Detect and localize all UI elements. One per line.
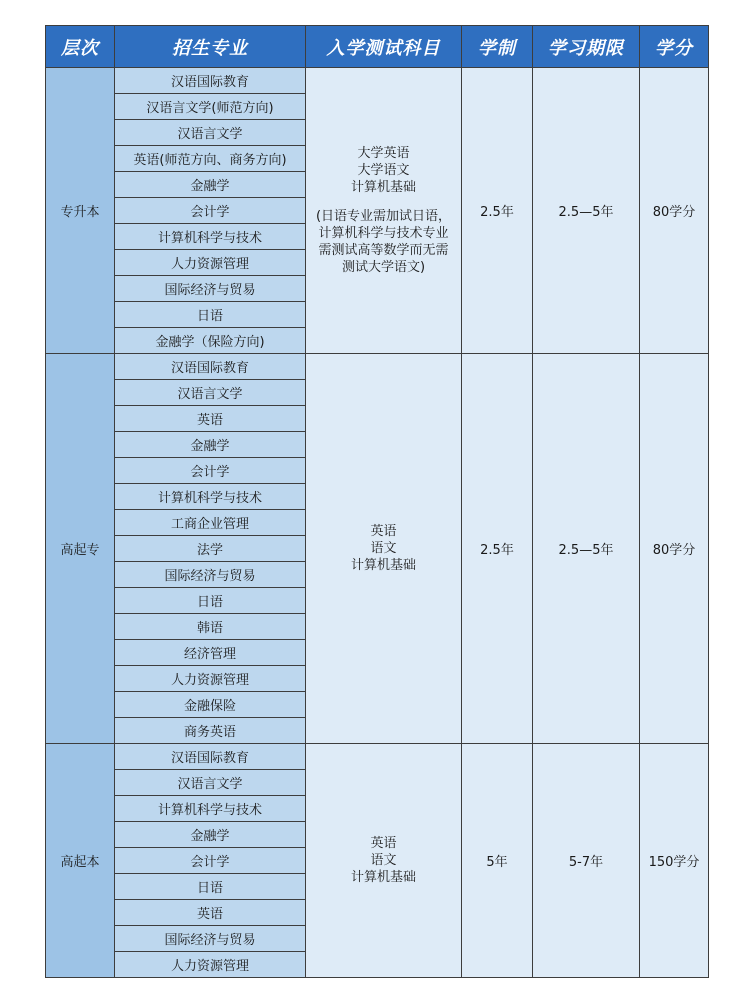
major-cell: 人力资源管理: [115, 250, 306, 276]
major-cell: 计算机科学与技术: [115, 796, 306, 822]
enrollment-table: [45, 25, 709, 978]
period-cell: 2.5—5年: [533, 354, 640, 744]
major-cell: 汉语国际教育: [115, 354, 306, 380]
major-cell: 会计学: [115, 198, 306, 224]
major-cell: 汉语国际教育: [115, 68, 306, 94]
note-line: 计算机科学与技术专业: [318, 226, 449, 241]
header-subjects: 入学测试科目: [306, 26, 462, 68]
header-major: 招生专业: [115, 26, 306, 68]
major-cell: 英语: [115, 900, 306, 926]
major-cell: 日语: [115, 302, 306, 328]
major-cell: 会计学: [115, 458, 306, 484]
major-cell: 国际经济与贸易: [115, 276, 306, 302]
major-cell: 商务英语: [115, 718, 306, 744]
subject-line: 语文: [370, 541, 397, 556]
header-period: 学习期限: [533, 26, 640, 68]
note-line: 测试大学语文): [341, 260, 426, 275]
major-cell: 工商企业管理: [115, 510, 306, 536]
note-line: 需测试高等数学而无需: [318, 243, 449, 258]
major-cell: 国际经济与贸易: [115, 562, 306, 588]
table-body: [46, 68, 709, 978]
subject-line: 大学语文: [357, 163, 410, 178]
major-cell: 汉语言文学: [115, 380, 306, 406]
subject-line: 计算机基础: [350, 180, 416, 195]
header-credits: 学分: [640, 26, 709, 68]
header-row: [46, 26, 709, 68]
subject-line: 英语: [370, 524, 397, 539]
major-cell: 法学: [115, 536, 306, 562]
subject-note: [306, 208, 461, 276]
major-cell: 汉语言文学: [115, 770, 306, 796]
major-cell: 人力资源管理: [115, 666, 306, 692]
major-cell: 金融保险: [115, 692, 306, 718]
major-cell: 金融学: [115, 822, 306, 848]
major-cell: 日语: [115, 874, 306, 900]
subject-line: 语文: [370, 853, 397, 868]
major-cell: 人力资源管理: [115, 952, 306, 978]
major-cell: 英语: [115, 406, 306, 432]
credits-cell: 80学分: [640, 354, 709, 744]
subject-line: 计算机基础: [350, 870, 416, 885]
major-cell: 日语: [115, 588, 306, 614]
table-row: [46, 68, 709, 94]
subjects-cell: [306, 744, 462, 978]
major-cell: 金融学（保险方向): [115, 328, 306, 354]
major-cell: 会计学: [115, 848, 306, 874]
duration-cell: 5年: [462, 744, 533, 978]
duration-cell: 2.5年: [462, 68, 533, 354]
major-cell: 经济管理: [115, 640, 306, 666]
header-level: 层次: [46, 26, 115, 68]
major-cell: 汉语言文学(师范方向): [115, 94, 306, 120]
major-cell: 英语(师范方向、商务方向): [115, 146, 306, 172]
major-cell: 国际经济与贸易: [115, 926, 306, 952]
header-duration: 学制: [462, 26, 533, 68]
subject-line: 大学英语: [357, 146, 410, 161]
major-cell: 金融学: [115, 432, 306, 458]
subjects-cell: [306, 354, 462, 744]
level-cell: 专升本: [46, 68, 115, 354]
subject-line: 计算机基础: [350, 558, 416, 573]
table-row: [46, 354, 709, 380]
credits-cell: 80学分: [640, 68, 709, 354]
period-cell: 2.5—5年: [533, 68, 640, 354]
major-cell: 计算机科学与技术: [115, 224, 306, 250]
major-cell: 汉语言文学: [115, 120, 306, 146]
major-cell: 金融学: [115, 172, 306, 198]
major-cell: 韩语: [115, 614, 306, 640]
major-cell: 计算机科学与技术: [115, 484, 306, 510]
table-row: [46, 744, 709, 770]
level-cell: 高起专: [46, 354, 115, 744]
subject-line: 英语: [370, 836, 397, 851]
major-cell: 汉语国际教育: [115, 744, 306, 770]
subjects-cell: [306, 68, 462, 354]
credits-cell: 150学分: [640, 744, 709, 978]
level-cell: 高起本: [46, 744, 115, 978]
period-cell: 5-7年: [533, 744, 640, 978]
note-line: (日语专业需加试日语，: [315, 209, 452, 224]
duration-cell: 2.5年: [462, 354, 533, 744]
